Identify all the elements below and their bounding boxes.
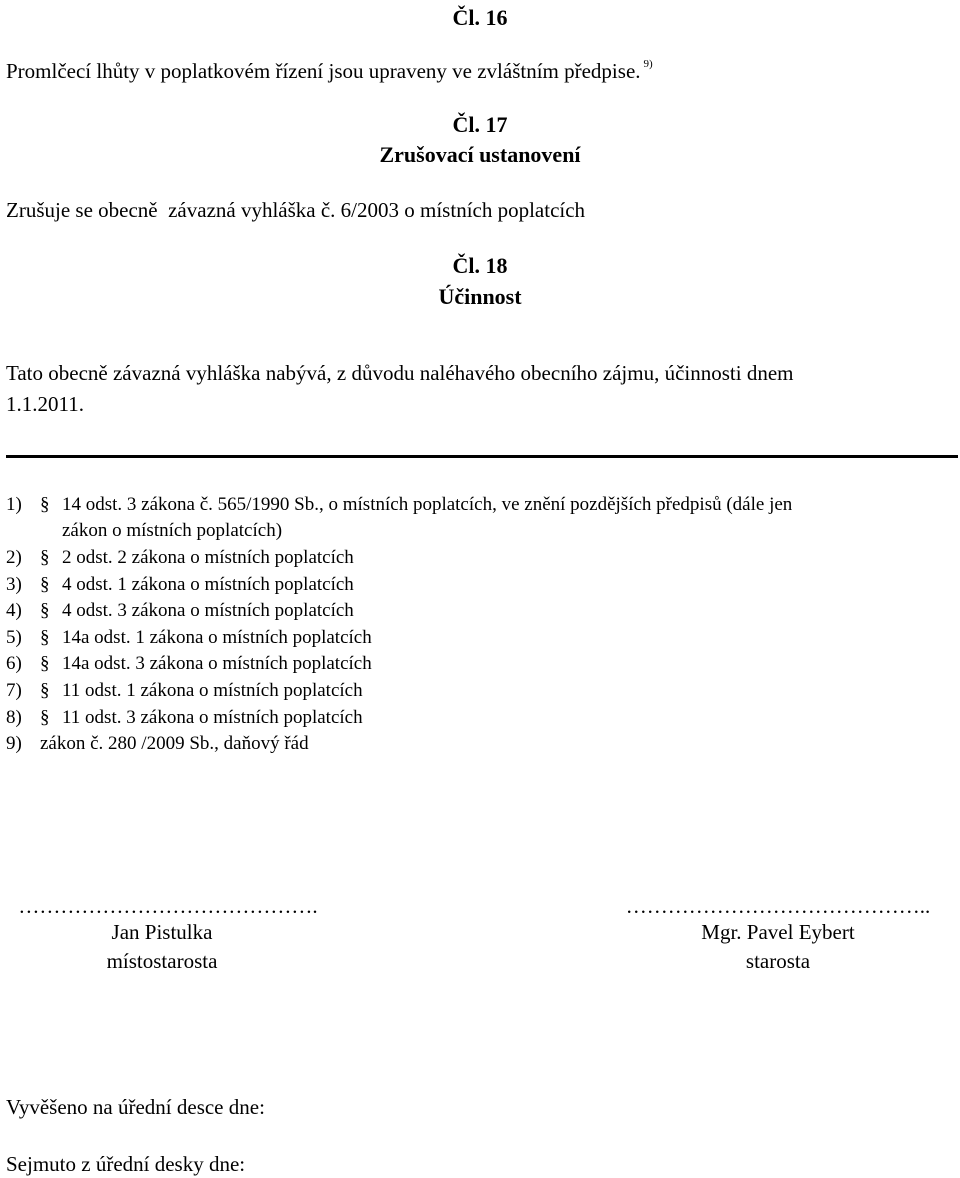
footnote-number: 1) (6, 494, 22, 515)
footnote-number: 8) (6, 707, 22, 728)
left-signatory-name: Jan Pistulka (111, 920, 213, 944)
footnote-number: 7) (6, 680, 22, 701)
footnote-text: 2 odst. 2 zákona o místních poplatcích (62, 547, 354, 568)
footnote-text: 14a odst. 1 zákona o místních poplatcích (62, 627, 372, 648)
right-signatory-name: Mgr. Pavel Eybert (701, 920, 855, 944)
section-sign-icon: § (40, 627, 50, 648)
footnote-1-continuation: zákon o místních poplatcích) (62, 520, 283, 541)
article-18-heading: Čl. 18 (452, 253, 508, 278)
article-17-subheading: Zrušovací ustanovení (379, 142, 581, 167)
footnote-text: zákon č. 280 /2009 Sb., daňový řád (40, 733, 309, 754)
left-signature-line: ……………………………………. (18, 894, 318, 918)
footnote-text: 11 odst. 1 zákona o místních poplatcích (62, 680, 363, 701)
footnote-text: 11 odst. 3 zákona o místních poplatcích (62, 707, 363, 728)
footnote-number: 6) (6, 653, 22, 674)
footnote-1 (0, 492, 960, 518)
footnote-8 (0, 705, 960, 731)
footnote-text: 4 odst. 1 zákona o místních poplatcích (62, 574, 354, 595)
article-18-subheading: Účinnost (438, 284, 522, 309)
footnote-text: 4 odst. 3 zákona o místních poplatcích (62, 600, 354, 621)
footnote-9 (0, 731, 960, 757)
article-17-text: Zrušuje se obecně závazná vyhláška č. 6/2003 o místních poplatcích (6, 198, 586, 222)
posted-date-label: Vyvěšeno na úřední desce dne: (6, 1095, 265, 1119)
article-17-heading: Čl. 17 (452, 112, 508, 137)
section-sign-icon: § (40, 653, 50, 674)
left-signatory-title: místostarosta (106, 949, 218, 973)
article-16-body: Promlčecí lhůty v poplatkovém řízení jsou upraveny ve zvláštním předpise. (6, 59, 641, 83)
removed-date-label: Sejmuto z úřední desky dne: (6, 1152, 246, 1176)
section-sign-icon: § (40, 494, 50, 515)
footnote-separator (6, 455, 958, 458)
footnote-4 (0, 598, 960, 624)
footnote-number: 5) (6, 627, 22, 648)
article-16-text (6, 57, 653, 89)
article-16-heading: Čl. 16 (452, 5, 508, 30)
footnote-3 (0, 572, 960, 598)
footnote-number: 2) (6, 547, 22, 568)
footnote-number: 9) (6, 733, 22, 754)
footnote-text: 14 odst. 3 zákona č. 565/1990 Sb., o místních poplatcích, ve znění pozdějších předpisů (dále jen (62, 494, 793, 515)
footnote-6 (0, 651, 960, 677)
section-sign-icon: § (40, 707, 50, 728)
right-signature-line: …………………………………….. (625, 894, 931, 918)
footnote-5 (0, 625, 960, 651)
section-sign-icon: § (40, 600, 50, 621)
article-18-text-line2: 1.1.2011. (6, 392, 84, 416)
section-sign-icon: § (40, 574, 50, 595)
section-sign-icon: § (40, 680, 50, 701)
footnote-number: 4) (6, 600, 22, 621)
footnote-number: 3) (6, 574, 22, 595)
footnote-7 (0, 678, 960, 704)
right-signatory-title: starosta (745, 949, 811, 973)
footnote-ref-9: 9) (643, 58, 653, 70)
section-sign-icon: § (40, 547, 50, 568)
footnote-2 (0, 545, 960, 571)
article-18-text-line1: Tato obecně závazná vyhláška nabývá, z důvodu naléhavého obecního zájmu, účinnosti dnem (6, 361, 794, 385)
footnote-text: 14a odst. 3 zákona o místních poplatcích (62, 653, 372, 674)
